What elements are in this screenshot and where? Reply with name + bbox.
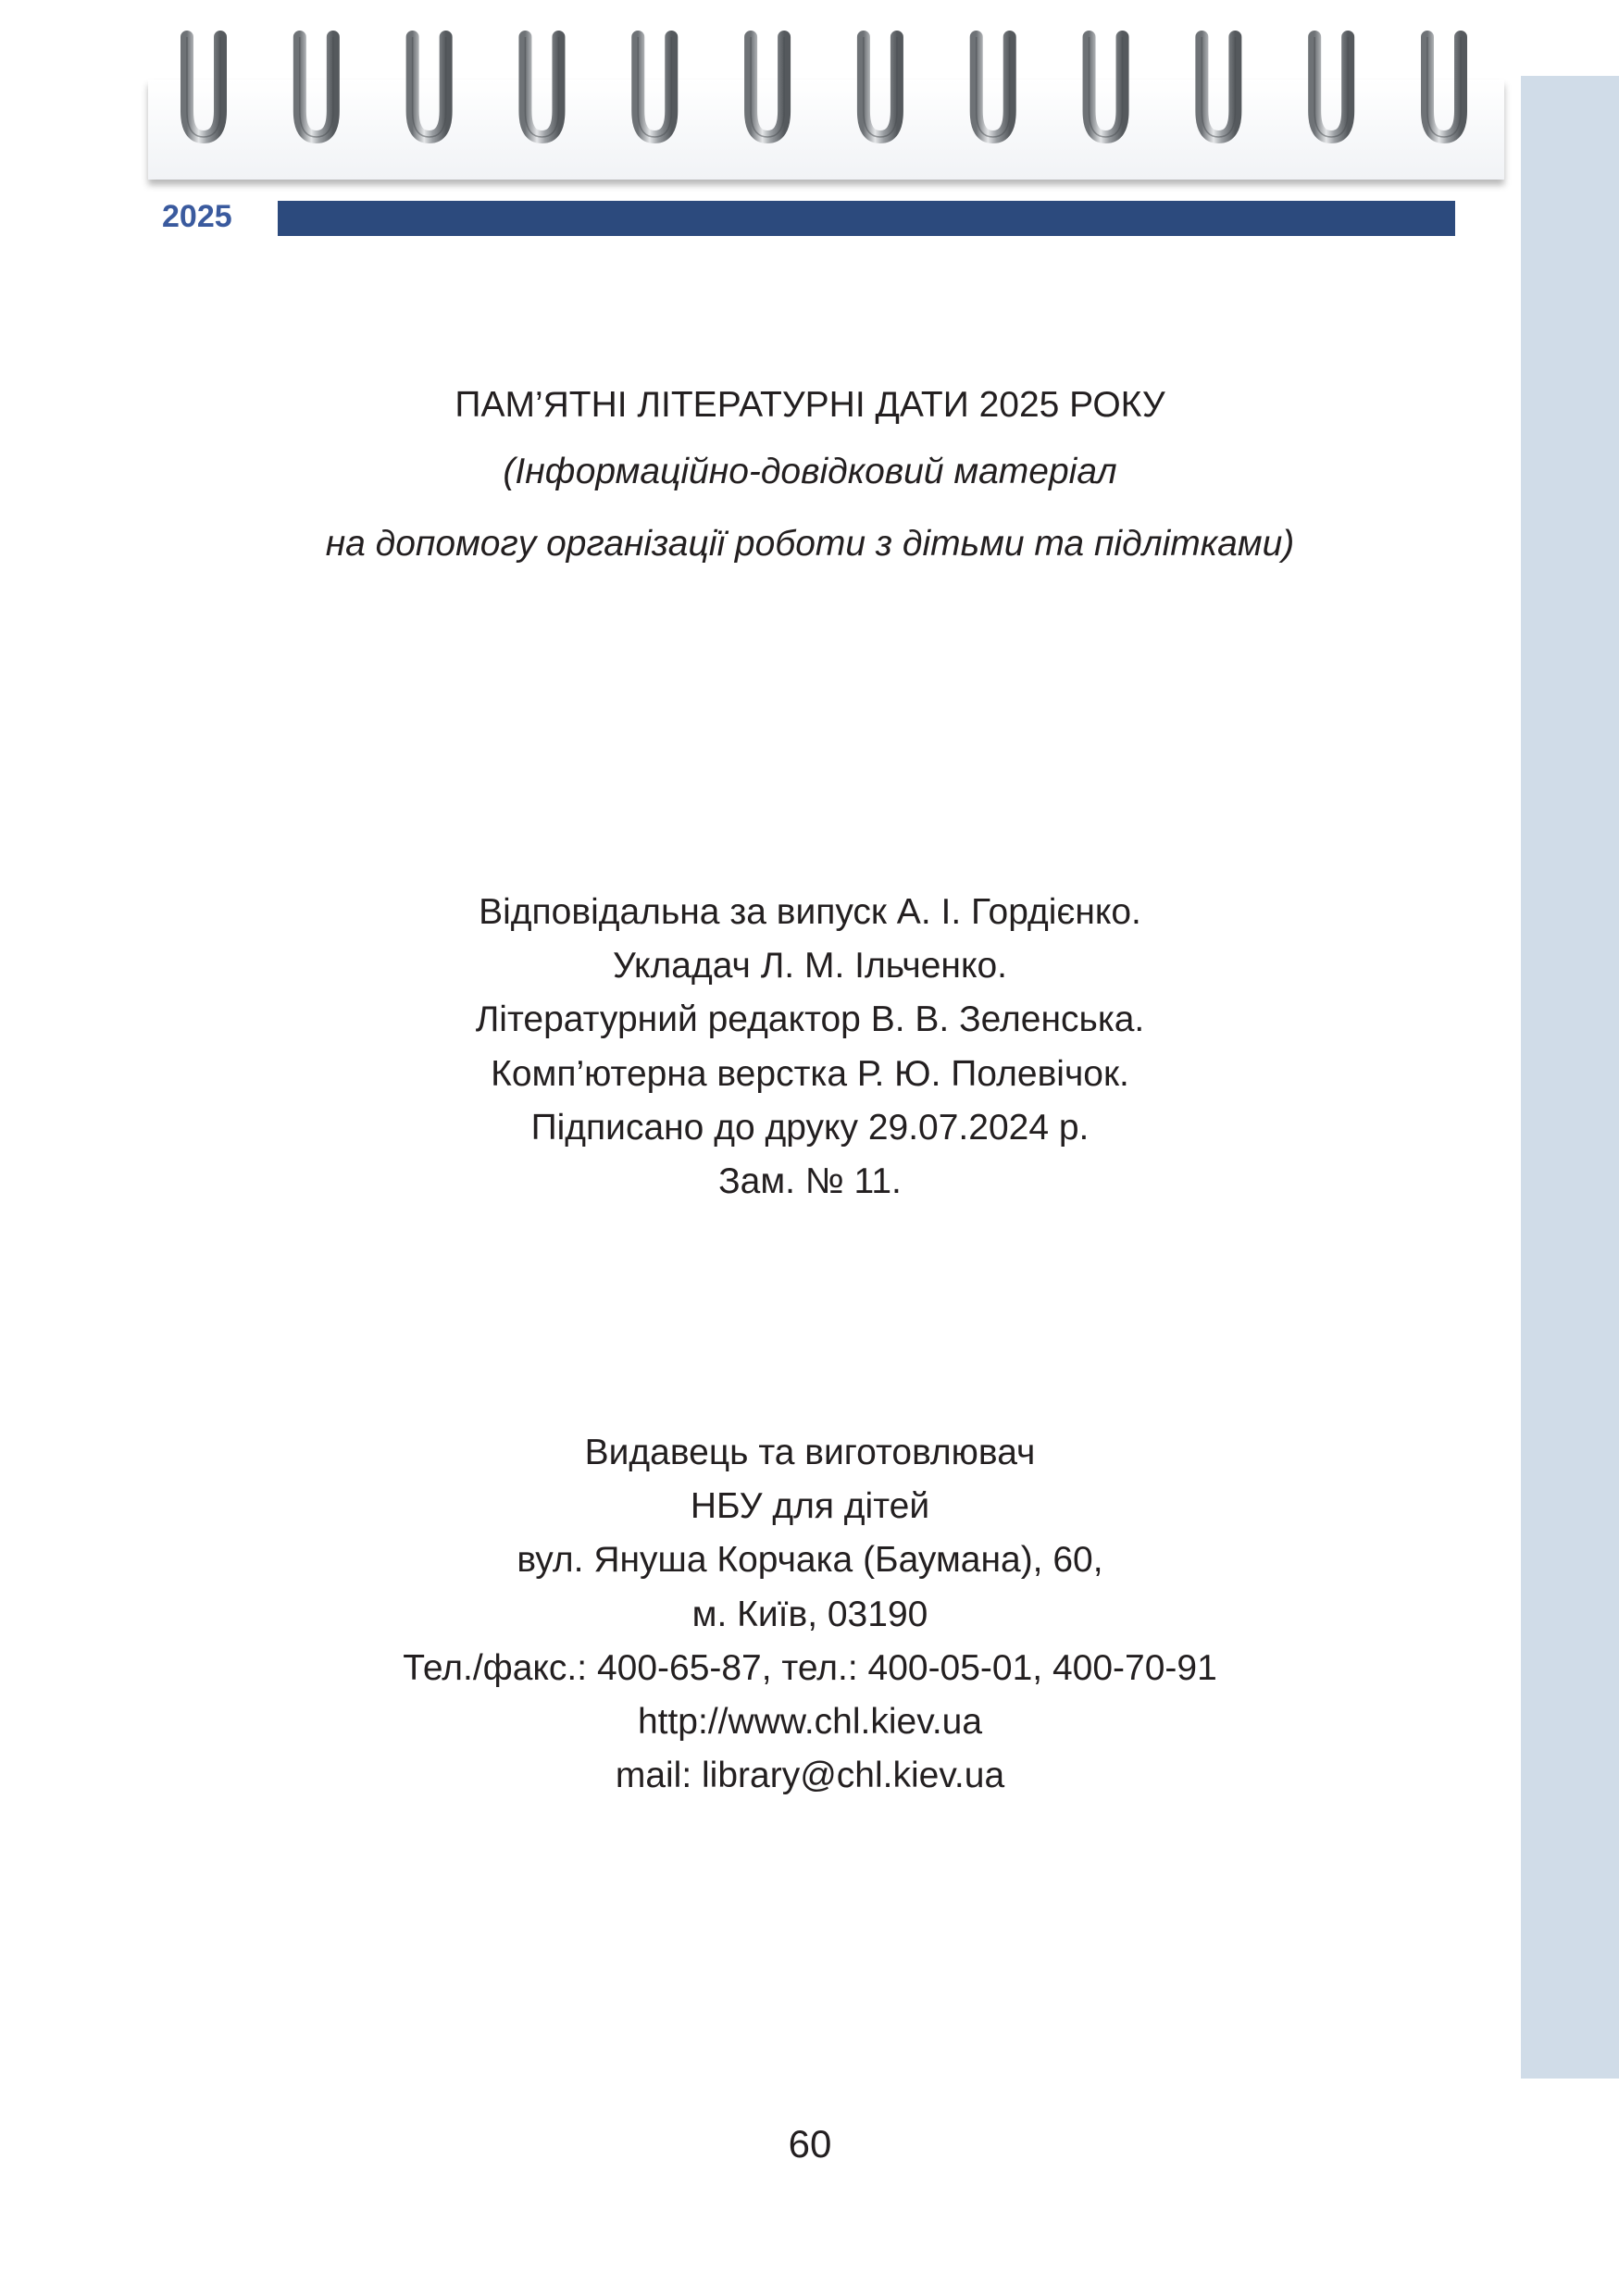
publisher-heading: Видавець та виготовлювач	[584, 1433, 1036, 1472]
binding-ring	[638, 37, 671, 137]
binding-ring	[413, 37, 446, 137]
document-subtitle-line-2: на допомогу організації роботи з дітьми та підлітками)	[325, 524, 1295, 564]
year-label: 2025	[162, 199, 232, 234]
publisher-website: http://www.chl.kiev.ua	[637, 1702, 983, 1742]
year-bar	[278, 201, 1455, 236]
publisher-phones: Тел./факс.: 400-65-87, тел.: 400-05-01, 400-70-91	[403, 1648, 1217, 1688]
publisher-city: м. Київ, 03190	[691, 1595, 928, 1634]
binding-ring	[1202, 37, 1235, 137]
publisher-street: вул. Януша Корчака (Баумана), 60,	[517, 1540, 1103, 1580]
imprint-signed-date: Підписано до друку 29.07.2024 р.	[530, 1108, 1090, 1148]
imprint-responsible: Відповідальна за випуск А. І. Гордієнко.	[479, 892, 1141, 932]
imprint-layout: Комп’ютерна верстка Р. Ю. Полевічок.	[491, 1054, 1129, 1094]
imprint-editor: Літературний редактор В. В. Зеленська.	[475, 999, 1145, 1039]
page-number: 60	[788, 2122, 832, 2166]
binding-ring	[300, 37, 333, 137]
spiral-binding-rings	[0, 28, 1619, 148]
binding-ring	[187, 37, 220, 137]
binding-ring	[864, 37, 897, 137]
binding-ring	[1090, 37, 1123, 137]
binding-ring	[977, 37, 1010, 137]
side-decorative-band	[1521, 76, 1619, 2079]
document-title: ПАМ’ЯТНІ ЛІТЕРАТУРНІ ДАТИ 2025 РОКУ	[455, 385, 1165, 425]
binding-ring	[751, 37, 784, 137]
binding-ring	[1314, 37, 1348, 137]
binding-ring	[1427, 37, 1461, 137]
binding-ring	[525, 37, 558, 137]
imprint-order-number: Зам. № 11.	[718, 1161, 902, 1201]
document-subtitle-line-1: (Інформаційно-довідковий матеріал	[503, 452, 1117, 491]
publisher-email: mail: library@chl.kiev.ua	[615, 1756, 1005, 1795]
publisher-name: НБУ для дітей	[690, 1486, 930, 1526]
imprint-compiler: Укладач Л. М. Ільченко.	[612, 946, 1007, 986]
